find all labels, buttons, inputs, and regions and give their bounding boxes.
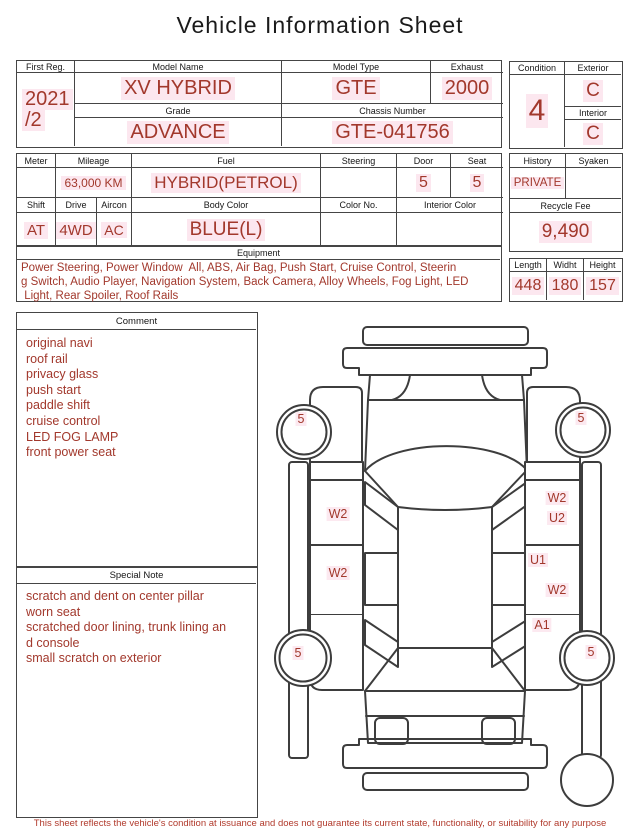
recycle-fee-value: 9,490 <box>510 213 621 250</box>
model-type-value: GTE <box>282 73 431 104</box>
model-name-header: Model Name <box>75 61 282 73</box>
damage-label: W2 <box>547 583 567 597</box>
history-value: PRIVATE <box>510 168 566 198</box>
damage-label: U2 <box>549 511 565 525</box>
body-color-header: Body Color <box>132 198 321 213</box>
special-note-box <box>16 567 258 818</box>
model-type-header: Model Type <box>282 61 431 73</box>
damage-label: W2 <box>328 566 348 580</box>
door-header: Door <box>397 154 451 168</box>
height-header: Height <box>584 259 621 272</box>
special-note-list <box>26 589 226 667</box>
history-table <box>509 153 623 252</box>
damage-label: U1 <box>530 553 546 567</box>
special-note-line: scratched door lining, trunk lining an <box>26 620 227 635</box>
first-reg-month: /2 <box>22 110 45 131</box>
special-note-line: worn seat <box>26 604 81 619</box>
damage-label: W2 <box>328 507 348 521</box>
fuel-value: HYBRID(PETROL) <box>132 168 321 198</box>
exhaust-value: 2000 <box>431 73 503 104</box>
drive-header: Drive <box>56 198 97 213</box>
syaken-header: Syaken <box>566 154 621 168</box>
fuel-header: Fuel <box>132 154 321 168</box>
body-color-value: BLUE(L) <box>132 213 321 247</box>
width-value: 180 <box>547 272 584 300</box>
steering-value <box>321 168 397 198</box>
color-no-header: Color No. <box>321 198 397 213</box>
mileage-header: Mileage <box>56 154 132 168</box>
comment-line: front power seat <box>26 445 116 460</box>
damage-label: A1 <box>534 618 550 632</box>
aircon-header: Aircon <box>97 198 132 213</box>
shift-header: Shift <box>17 198 56 213</box>
exterior-grade-value: C <box>565 75 621 106</box>
color-no-value <box>321 213 397 247</box>
history-header: History <box>510 154 566 168</box>
interior-color-value <box>397 213 503 247</box>
first-reg-year: 2021 <box>22 89 73 110</box>
syaken-value <box>566 168 621 198</box>
comment-list <box>26 336 118 461</box>
special-note-header: Special Note <box>17 568 256 584</box>
mileage-value: 63,000 KM <box>56 168 132 198</box>
interior-color-header: Interior Color <box>397 198 503 213</box>
width-header: Widht <box>547 259 584 272</box>
disclaimer-text: This sheet reflects the vehicle's condition at issuance and does not guarantee its current state, functionality, or suitability for any purpose <box>33 818 607 829</box>
comment-line: roof rail <box>26 351 68 366</box>
damage-label: 5 <box>297 412 305 426</box>
special-note-line: scratch and dent on center pillar <box>26 589 204 603</box>
seat-value: 5 <box>451 168 503 198</box>
equipment-table <box>16 246 502 302</box>
damage-label: W2 <box>547 491 567 505</box>
condition-table <box>509 61 623 149</box>
model-name-value: XV HYBRID <box>75 73 282 104</box>
damage-label: 5 <box>587 645 595 659</box>
equipment-line: g Switch, Audio Player, Navigation System, Back Camera, Alloy Wheels, Fog Light, LED <box>21 275 469 288</box>
grade-header: Grade <box>75 104 282 118</box>
comment-line: cruise control <box>26 413 101 428</box>
length-header: Length <box>510 259 547 272</box>
comment-header: Comment <box>17 313 256 330</box>
height-value: 157 <box>584 272 621 300</box>
door-value: 5 <box>397 168 451 198</box>
drive-value: 4WD <box>56 213 97 247</box>
equipment-line: Light, Rear Spoiler, Roof Rails <box>21 289 179 302</box>
damage-label: 5 <box>294 646 302 660</box>
comment-line: LED FOG LAMP <box>26 429 119 444</box>
meter-header: Meter <box>17 154 56 168</box>
special-note-line: small scratch on exterior <box>26 651 162 666</box>
interior-header: Interior <box>565 106 621 120</box>
condition-header: Condition <box>510 62 565 75</box>
model-info-table <box>16 60 502 148</box>
grade-value: ADVANCE <box>75 118 282 146</box>
first-reg-value <box>17 73 75 146</box>
comment-box <box>16 312 258 567</box>
meter-value <box>17 168 56 198</box>
comment-line: paddle shift <box>26 398 90 413</box>
comment-line: original navi <box>26 336 93 350</box>
special-note-line: d console <box>26 635 80 650</box>
first-reg-header: First Reg. <box>17 61 75 73</box>
exterior-header: Exterior <box>565 62 621 75</box>
damage-labels <box>258 312 628 818</box>
condition-value: 4 <box>510 75 565 147</box>
dimensions-table <box>509 258 623 302</box>
shift-value: AT <box>17 213 56 247</box>
comment-line: push start <box>26 382 81 397</box>
equipment-header: Equipment <box>17 247 500 260</box>
page-title: Vehicle Information Sheet <box>176 12 464 38</box>
seat-header: Seat <box>451 154 503 168</box>
comment-line: privacy glass <box>26 367 99 382</box>
chassis-number-value: GTE-041756 <box>282 118 503 146</box>
equipment-list <box>21 262 499 304</box>
recycle-fee-header: Recycle Fee <box>510 198 621 213</box>
interior-grade-value: C <box>565 120 621 147</box>
equipment-line: Power Steering, Power Window All, ABS, Air Bag, Push Start, Cruise Control, Steerin <box>21 262 457 274</box>
car-damage-diagram <box>258 312 628 818</box>
aircon-value: AC <box>97 213 132 247</box>
length-value: 448 <box>510 272 547 300</box>
steering-header: Steering <box>321 154 397 168</box>
exhaust-header: Exhaust <box>431 61 503 73</box>
chassis-number-header: Chassis Number <box>282 104 503 118</box>
damage-label: 5 <box>577 411 585 425</box>
specs-table <box>16 153 502 246</box>
